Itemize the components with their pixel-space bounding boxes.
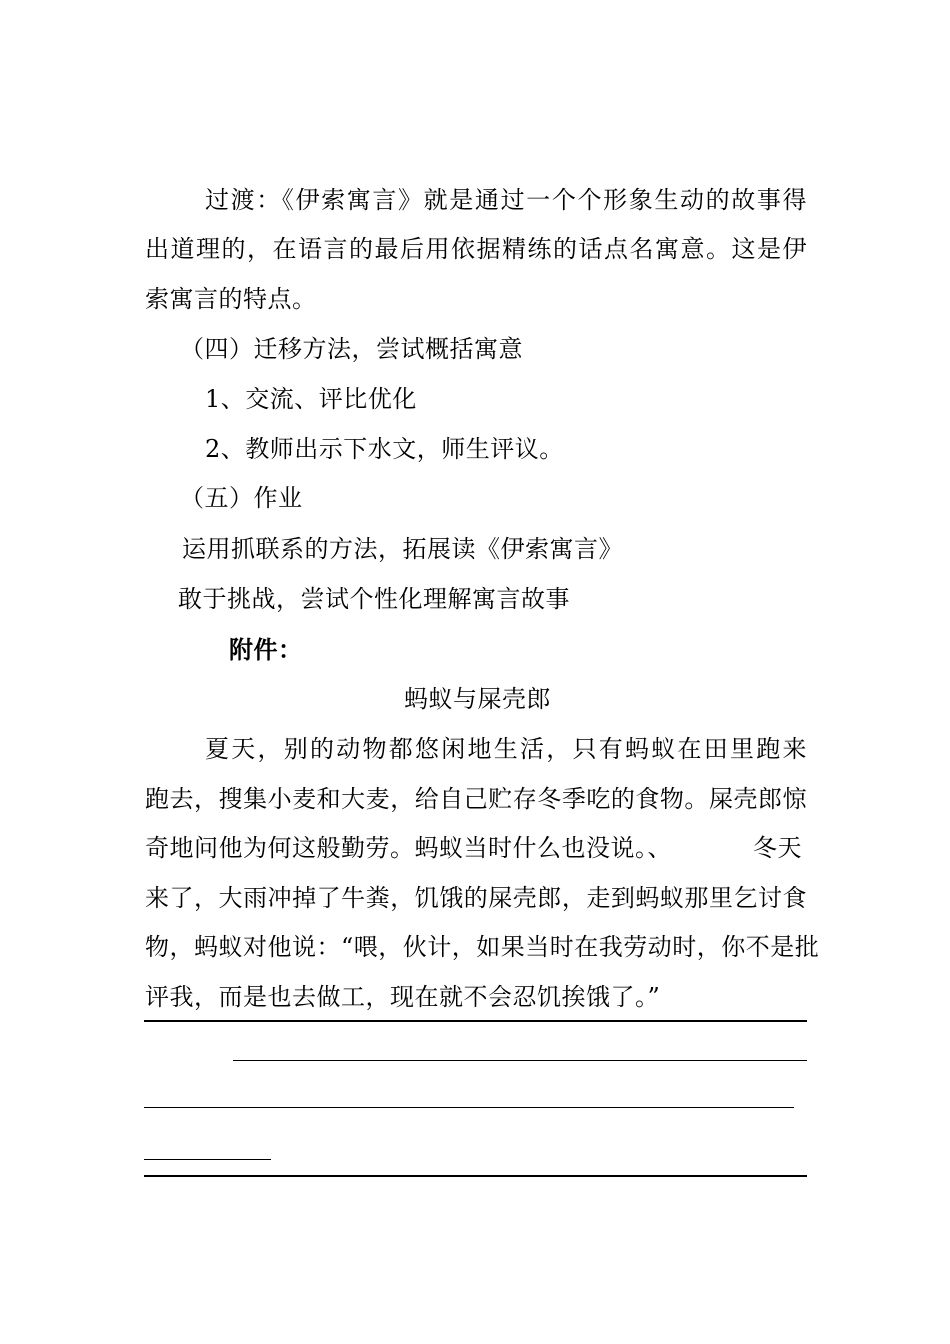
blank-line-3 [144, 1159, 271, 1160]
story-line-6: 评我，而是也去做工，现在就不会忍饥挨饿了。” [145, 983, 661, 1011]
story-line-2: 跑去，搜集小麦和大麦，给自己贮存冬季吃的食物。屎壳郎惊 [145, 785, 807, 813]
story-line-4: 来了，大雨冲掉了牛粪，饥饿的屎壳郎，走到蚂蚁那里乞讨食 [145, 884, 807, 912]
list-item-exchange: 1、交流、评比优化 [205, 385, 417, 413]
divider-bottom [144, 1175, 807, 1177]
story-line-1: 夏天，别的动物都悠闲地生活，只有蚂蚁在田里跑来 [205, 735, 807, 763]
blank-line-1 [233, 1060, 807, 1061]
transition-line-1: 过渡：《伊索寓言》就是通过一个个形象生动的故事得 [205, 186, 807, 214]
homework-line-1: 运用抓联系的方法，拓展读《伊索寓言》 [182, 535, 623, 563]
list-item-teacher-sample: 2、教师出示下水文，师生评议。 [205, 435, 564, 463]
section-four-heading: （四）迁移方法，尝试概括寓意 [180, 335, 523, 363]
story-line-3-winter: 冬天 [753, 834, 802, 862]
homework-line-2: 敢于挑战，尝试个性化理解寓言故事 [178, 585, 570, 613]
story-title: 蚂蚁与屎壳郎 [404, 685, 551, 713]
appendix-label: 附件： [229, 635, 303, 664]
transition-line-3: 索寓言的特点。 [145, 285, 317, 313]
transition-line-2: 出道理的，在语言的最后用依据精练的话点名寓意。这是伊 [145, 235, 807, 263]
section-five-heading: （五）作业 [180, 484, 303, 512]
blank-line-2 [144, 1107, 794, 1108]
story-line-5: 物，蚂蚁对他说：“喂，伙计，如果当时在我劳动时，你不是批 [145, 933, 820, 961]
divider-top [144, 1020, 807, 1022]
story-line-3: 奇地问他为何这般勤劳。蚂蚁当时什么也没说。、 [145, 834, 672, 862]
